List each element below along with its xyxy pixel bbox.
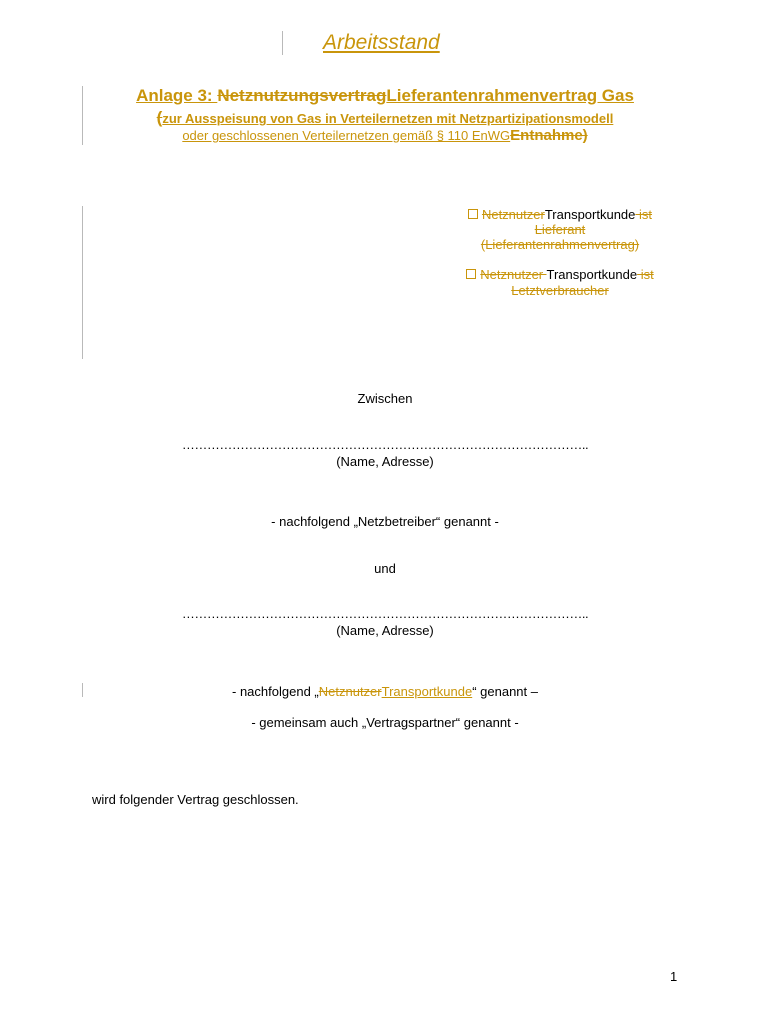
option-1-line1	[440, 207, 680, 222]
subtitle-paren: (	[156, 108, 163, 127]
option-2-deleted-b: ist	[637, 267, 654, 282]
option-2	[440, 267, 680, 299]
checkbox-icon[interactable]	[466, 269, 476, 279]
page-number: 1	[670, 969, 678, 984]
designation-transport-customer	[0, 684, 770, 699]
option-2-text: Transportkunde	[546, 267, 638, 282]
and-label: und	[374, 561, 396, 576]
option-1-text: Transportkunde	[544, 207, 636, 222]
option-2-line1	[440, 267, 680, 283]
option-1-line2: Lieferant	[534, 222, 586, 237]
designation-network-operator: - nachfolgend „Netzbetreiber“ genannt -	[271, 514, 499, 529]
name-address-party1: (Name, Adresse)	[336, 454, 434, 469]
designation2-deleted: Netznutzer	[318, 684, 382, 699]
designation2-inserted: Transportkunde	[381, 684, 473, 699]
contract-parties-designation: - gemeinsam auch „Vertragspartner“ genannt -	[251, 715, 519, 730]
dotted-line-party1: ……………………………………………………………………………………..	[181, 437, 589, 452]
working-status-text: Arbeitsstand	[323, 31, 440, 54]
option-1-deleted-a: Netznutzer	[481, 207, 545, 222]
option-1-deleted-b: ist	[635, 207, 653, 222]
designation2-suffix: “ genannt –	[472, 684, 538, 699]
subtitle-line1	[0, 108, 770, 128]
subtitle-line2-deleted: Entnahme)	[510, 127, 588, 144]
option-1	[440, 207, 680, 252]
working-status-label	[323, 31, 440, 55]
between-label: Zwischen	[357, 391, 413, 406]
change-bar	[82, 206, 83, 359]
name-address-party2: (Name, Adresse)	[336, 623, 434, 638]
subtitle-line2	[0, 127, 770, 144]
title-inserted-word: Lieferantenrahmenvertrag Gas	[386, 86, 634, 105]
title-prefix: Anlage 3:	[136, 86, 218, 105]
option-2-line2: Letztverbraucher	[511, 283, 609, 298]
closing-sentence: wird folgender Vertrag geschlossen.	[92, 792, 299, 807]
subtitle-line1-text: zur Ausspeisung von Gas in Verteilernetzen mit Netzpartizipationsmodell	[162, 111, 614, 126]
change-bar	[282, 31, 283, 55]
checkbox-icon[interactable]	[468, 209, 478, 219]
designation2-prefix: - nachfolgend „	[232, 684, 319, 699]
option-1-line3: (Lieferantenrahmenvertrag)	[480, 237, 640, 252]
dotted-line-party2: ……………………………………………………………………………………..	[181, 606, 589, 621]
option-2-deleted-a: Netznutzer	[480, 267, 547, 282]
document-title	[0, 86, 770, 106]
subtitle-line2-text: oder geschlossenen Verteilernetzen gemäß § 110 EnWG	[182, 128, 511, 143]
title-deleted-word: Netznutzungsvertrag	[217, 86, 387, 105]
